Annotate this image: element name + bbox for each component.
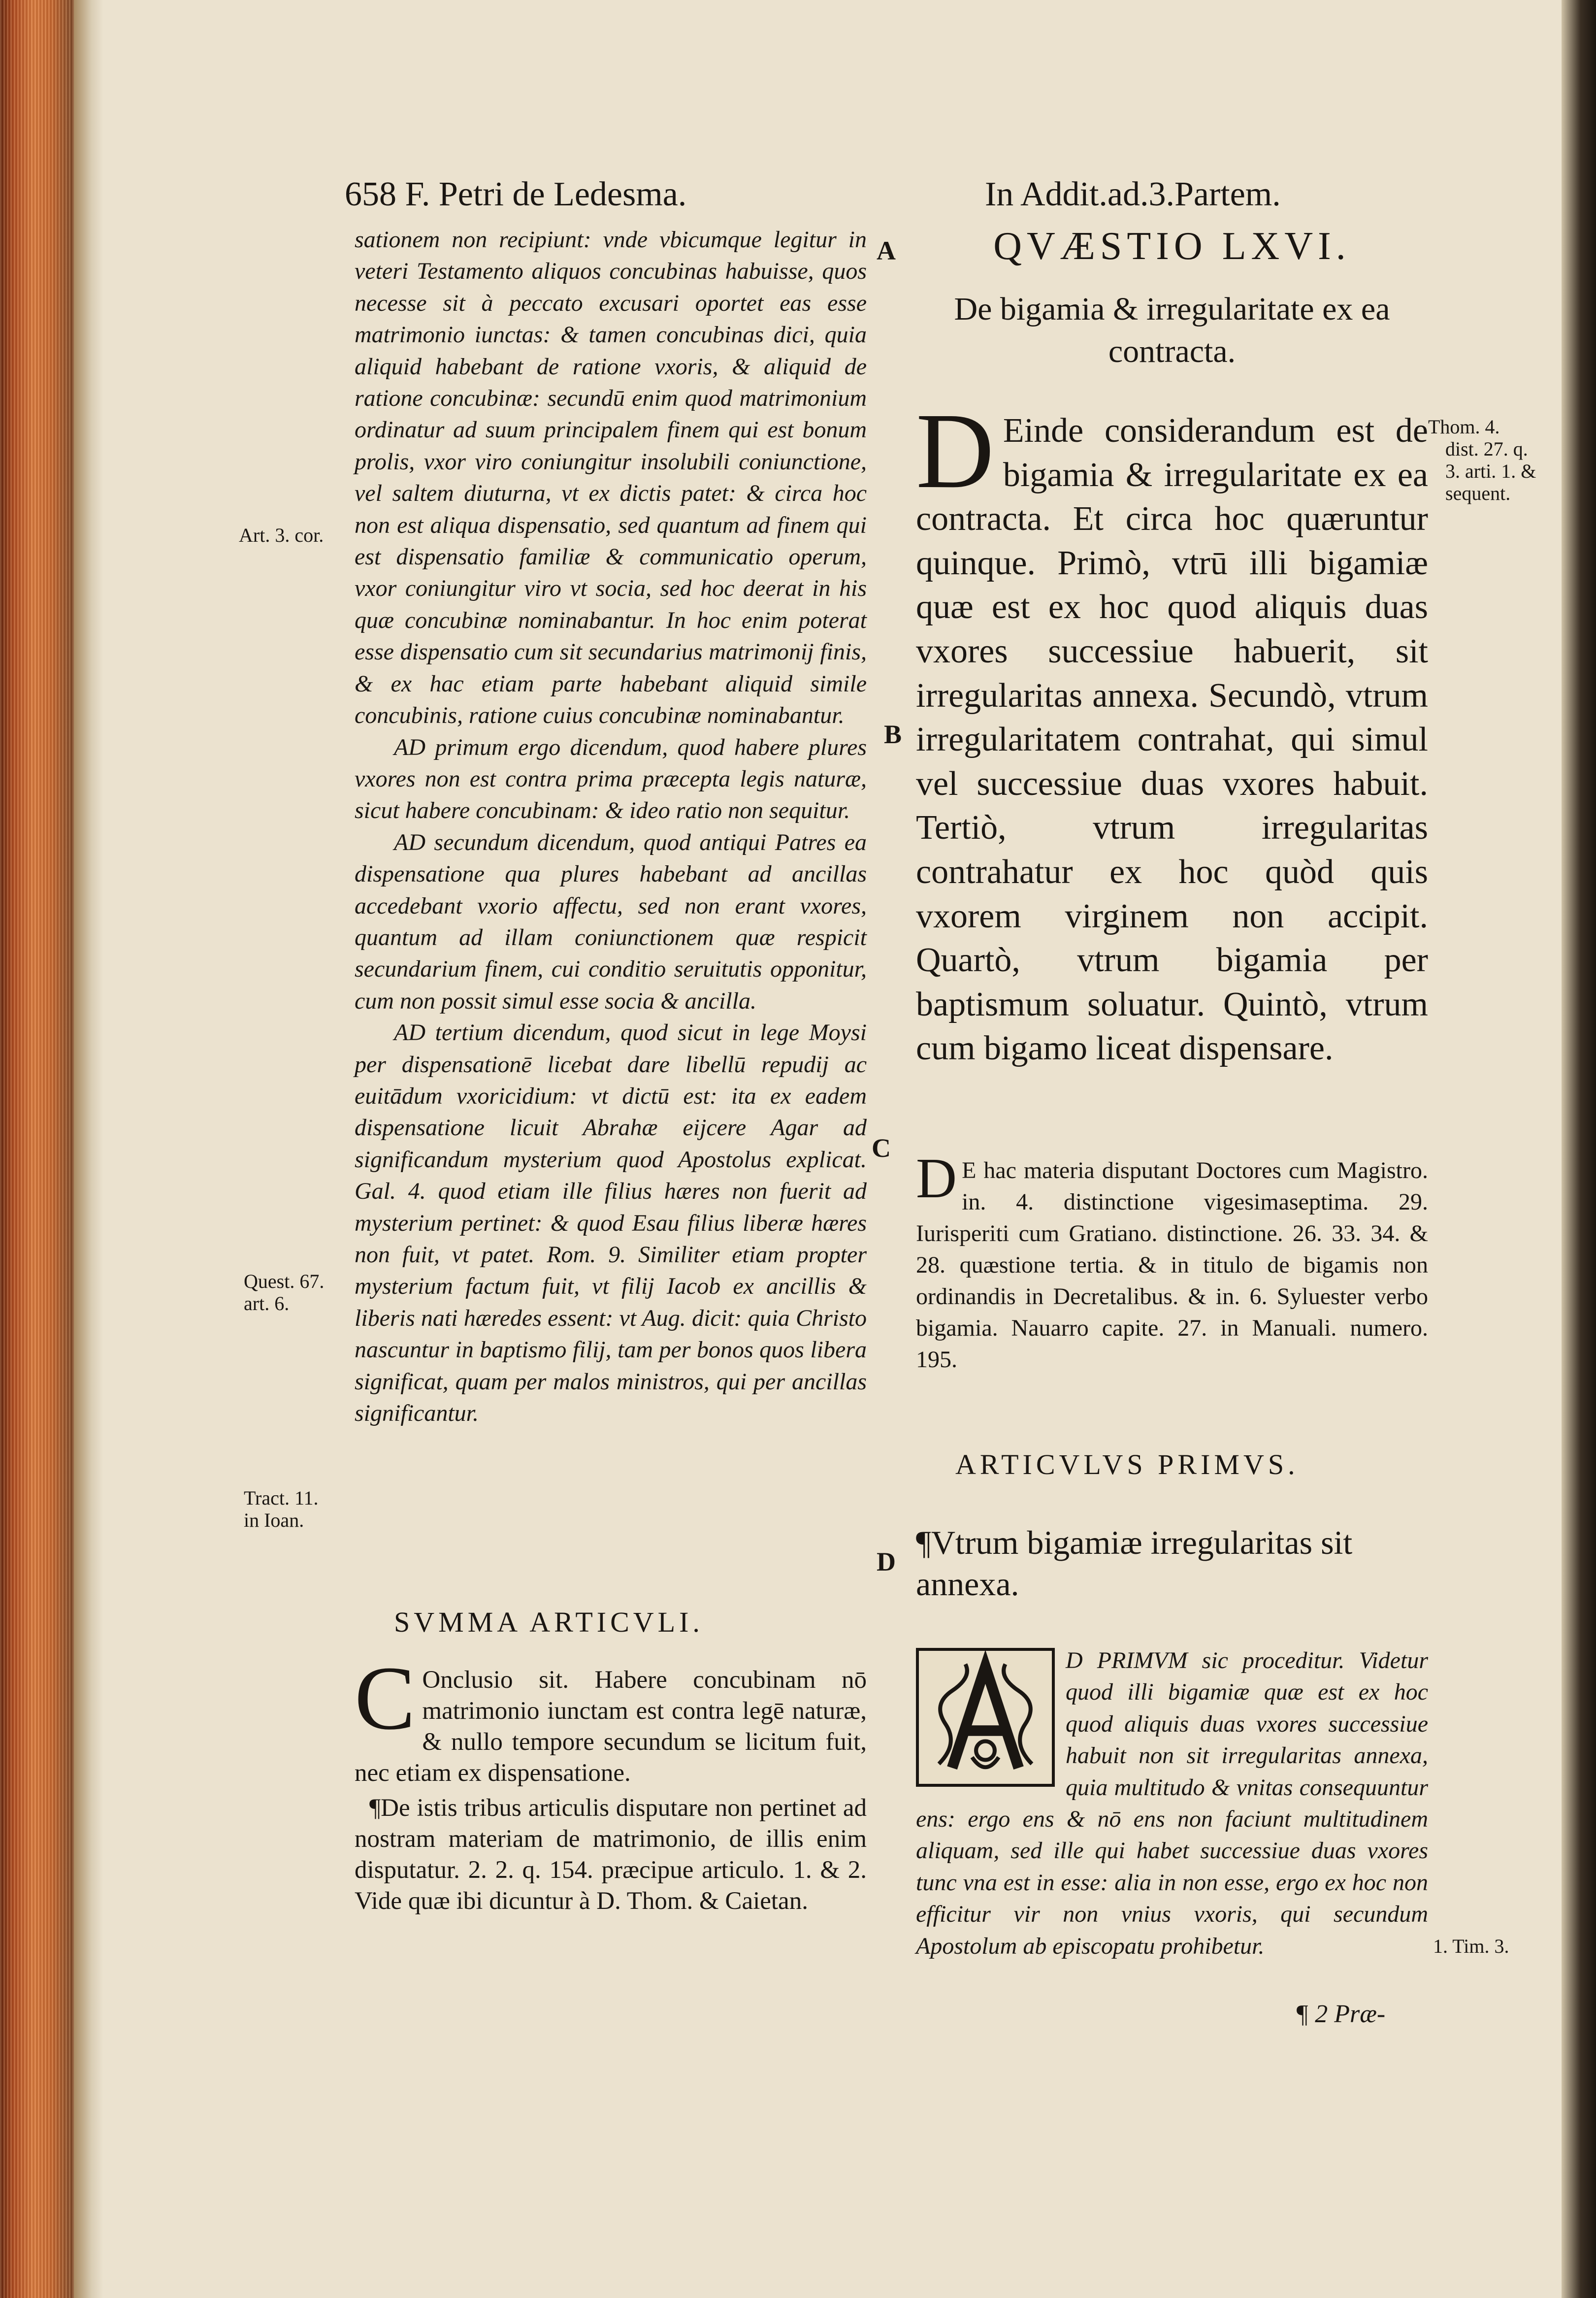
woodcut-initial [916, 1648, 1055, 1787]
running-head-left: 658 F. Petri de Ledesma. [345, 175, 687, 213]
summa-heading: SVMMA ARTICVLI. [394, 1606, 704, 1638]
section-letter-d: D [877, 1547, 896, 1576]
question-intro [916, 391, 1428, 1071]
margin-note-thom-2: dist. 27. q. [1445, 438, 1528, 460]
margin-note-thom-1: Thom. 4. [1428, 416, 1500, 438]
summa-dropcap: C [355, 1648, 416, 1749]
margin-note-tract-ioan: in Ioan. [244, 1509, 304, 1531]
catchword: ¶ 2 Præ- [1295, 2000, 1386, 2028]
left-paragraph: AD secundum dicendum, quod antiqui Patres ea dispensatione qua plures habebant ad ancillas accedebant vxorio affectu, sed non erant vxores, quantum ad illam coniunctionem quæ respicit secundarium finem, cui conditio seruitutis opponitur, cum non possit simul esse socia & ancilla. [355, 829, 867, 1014]
running-head-right: In Addit.ad.3.Partem. [985, 175, 1281, 213]
margin-note-tim: 1. Tim. 3. [1433, 1935, 1509, 1957]
note-dropcap: D [916, 1147, 957, 1210]
article-heading: ARTICVLVS PRIMVS. [955, 1448, 1299, 1480]
left-column [355, 224, 867, 1429]
section-letter-c: C [872, 1133, 891, 1163]
question-subtitle: De bigamia & irregularitate ex ea contracta. [954, 291, 1390, 369]
margin-note-thom-3: 3. arti. 1. & [1445, 460, 1536, 482]
summa-paragraph-2: ¶De istis tribus articulis disputare non pertinet ad nostram materiam de matrimonio, de illis enim disputatur. 2. 2. q. 154. præcipue articulo. 1. & 2. Vide quæ ibi dicuntur à D. Thom. & Caietan. [355, 1794, 867, 1915]
section-letter-a: A [877, 236, 896, 265]
margin-note-quest67: Quest. 67. [244, 1270, 325, 1292]
left-paragraph: AD primum ergo dicendum, quod habere plures vxores non est contra prima præcepta legis naturæ, sicut habere concubinam: & ideo ratio non sequitur. [355, 734, 867, 824]
intro-dropcap: D [916, 391, 994, 511]
question-title: QVÆSTIO LXVI. [993, 225, 1351, 268]
article-question: ¶Vtrum bigamiæ irregularitas sit annexa. [916, 1524, 1353, 1603]
margin-note-quest67-art: art. 6. [244, 1292, 290, 1314]
page-gutter-shadow [74, 0, 103, 2298]
summa-block [355, 1648, 867, 1921]
summa-text: Onclusio sit. Habere concubinam nō matrimonio iunctam est contra legē naturæ, & nullo tempore secundum se licitum fuit, nec etiam ex dispensatione. [355, 1666, 867, 1787]
section-letter-b: B [884, 720, 902, 749]
margin-note-art3: Art. 3. cor. [239, 524, 324, 546]
left-paragraph: AD tertium dicendum, quod sicut in lege Moysi per dispensationē licebat dare libellū repudij ac euitādum vxoricidium: vt dictū est: ita ex eadem dispensatione licuit Abrahæ eijcere Agar ad significandum mysterium quod Apostolus explicat. Gal. 4. quod etiam ille filius hæres non fuerit ad mysterium pertinet: & quod Esau filius liberæ hæres non fuit, vt patet. Rom. 9. Similiter etiam propter mysterium factum fuit, vt filij Iacob ex ancillis & liberis nati hæredes essent: vt Aug. dicit: quia Christo nascuntur in baptismo filij, tam per bonos quos libera significat, quam per malos ministros, qui per ancillas significantur. [355, 1019, 867, 1427]
margin-note-tract: Tract. 11. [244, 1487, 319, 1509]
note-text: E hac materia disputant Doctores cum Magistro. in. 4. distinctione vigesimaseptima. 29. Iurisperiti cum Gratiano. distinctione. 26. 33. 34. & 28. quæstione tertia. & in titulo de bigamis non ordinandis in Decretalibus. & in. 6. Syluester verbo bigamia. Nauarro capite. 27. in Manuali. numero. 195. [916, 1157, 1428, 1373]
summa-conclusion [355, 1648, 867, 1789]
margin-note-thom-4: sequent. [1445, 482, 1511, 504]
intro-text: Einde considerandum est de bigamia & irregularitate ex ea contracta. Et circa hoc quæruntur quinque. Primò, vtrū illi bigamiæ quæ est ex hoc quod aliquis duas vxores successiue habuerit, sit irregularitas annexa. Secundò, vtrum irregularitatem contrahat, qui simul vel successiue duas vxores habuit. Tertiò, vtrum irregularitas contrahatur ex hoc quòd quis vxorem virginem non accipit. Quartò, vtrum bigamia per baptismum soluatur. Quintò, vtrum cum bigamo liceat dispensare. [916, 412, 1428, 1068]
left-paragraph: sationem non recipiunt: vnde vbicumque legitur in veteri Testamento aliquos concubinas habuisse, quos necesse sit à peccato excusari oportet eas esse matrimonio iunctas: & tamen concubinas dici, quia aliquid habebant de ratione vxoris, & aliquid de ratione concubinæ: secundū enim quod matrimonium ordinatur ad suum principalem finem qui est bonum prolis, vxor viro coniungitur insolubili coniunctione, vel saltem diuturna, vt ex dictis patet: & circa hoc non est aliqua dispensatio, sed quantum ad finem qui est dispensatio familiæ & communicatio operum, vxor coniungitur viro vt socia, sed hoc deerat in his quæ concubinæ nominabantur. In hoc enim poterat esse dispensatio cum sit secundarius matrimonij finis, & ex hac etiam parte habebant aliquid simile concubinis, ratione cuius concubinæ nominabantur. [355, 227, 867, 729]
woodcut-initial-image [919, 1651, 1052, 1784]
page-fore-edge [0, 0, 74, 2298]
article-text: D PRIMVM sic proceditur. Videtur quod illi bigamiæ quæ est ex hoc quod aliquis duas vxores successiue habuit non sit irregularitas annexa, quia multitudo & vnitas consequuntur ens: ergo ens & nō ens non faciunt multitudinem aliquam, sed ille qui habet successiue duas vxores tunc vna est in esse: alia in non esse, ergo ex hoc non efficitur vir non vnius vxoris, qui secundum Apostolum ab episcopatu prohibetur. [916, 1647, 1428, 1959]
article-body [916, 1645, 1428, 1962]
doctors-note [916, 1147, 1428, 1376]
binding-shadow [1562, 0, 1596, 2298]
